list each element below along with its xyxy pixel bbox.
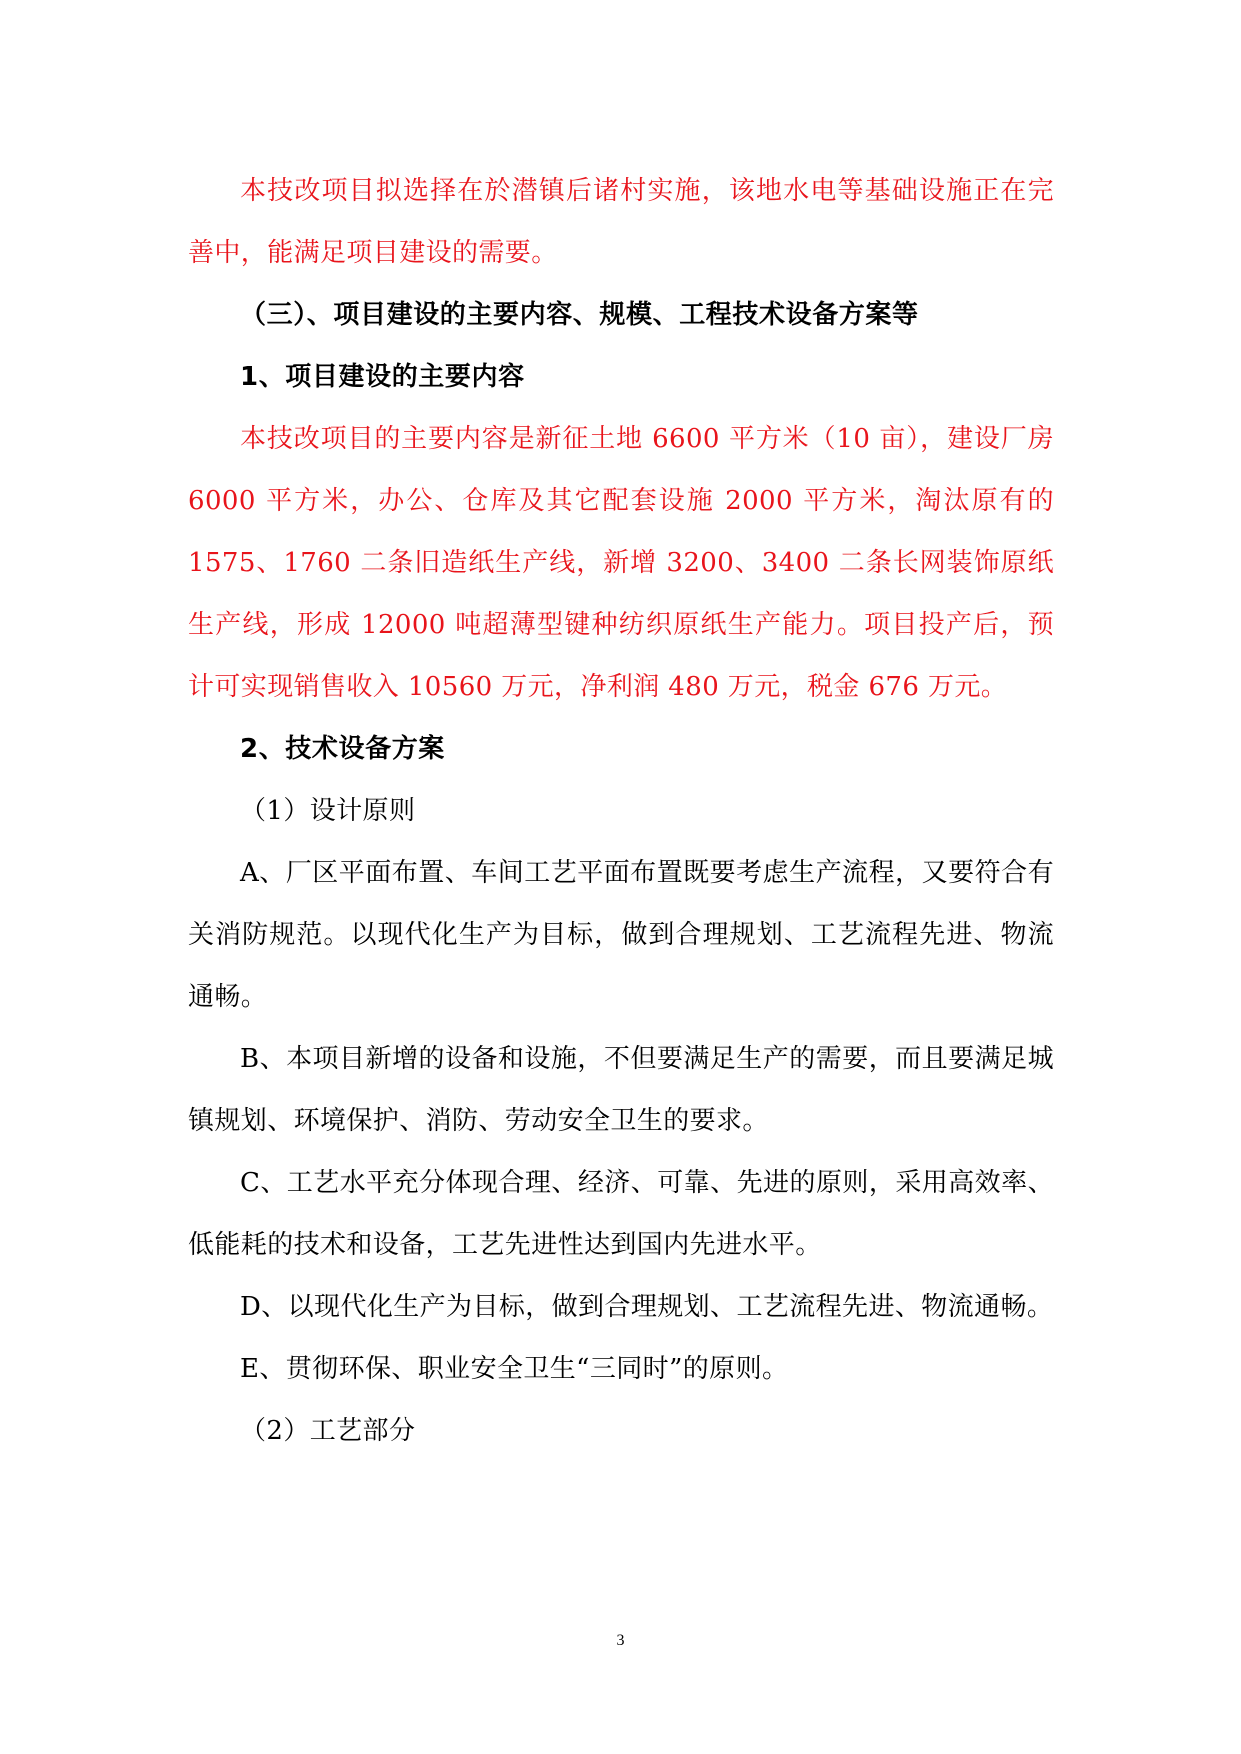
paragraph-principle-e: E、贯彻环保、职业安全卫生“三同时”的原则。 [240,1354,789,1384]
page-content [188,160,1054,1462]
paragraph-principle-b: B、本项目新增的设备和设施，不但要满足生产的需要，而且要满足城镇规划、环境保护、消防、劳动安全卫生的要求。 [188,1044,1054,1136]
page-number: 3 [616,1632,625,1649]
subheading-equipment-plan: 2、技术设备方案 [240,734,445,764]
paragraph-main-content: 本技改项目的主要内容是新征土地 6600 平方米（10 亩），建设厂房 6000 平方米，办公、仓库及其它配套设施 2000 平方米，淘汰原有的 1575、1760 二条旧造纸生产线，新增 3200、3400 二条长网装饰原纸生产线，形成 12000 吨超薄型键种纺织原纸生产能力。项目投产后，预计可实现销售收入 10560 万元，净利润 480 万元，税金 676 万元。 [188,424,1054,702]
paragraph-principle-d: D、以现代化生产为目标，做到合理规划、工艺流程先进、物流通畅。 [240,1292,1054,1322]
subheading-main-content: 1、项目建设的主要内容 [240,362,525,392]
paragraph-process-section: （2）工艺部分 [240,1416,416,1446]
section-heading-construction: （三）、项目建设的主要内容、规模、工程技术设备方案等 [240,300,919,330]
paragraph-principle-c: C、工艺水平充分体现合理、经济、可靠、先进的原则，采用高效率、低能耗的技术和设备，工艺先进性达到国内先进水平。 [188,1168,1054,1260]
paragraph-principle-a: A、厂区平面布置、车间工艺平面布置既要考虑生产流程，又要符合有关消防规范。以现代化生产为目标，做到合理规划、工艺流程先进、物流通畅。 [188,858,1054,1012]
paragraph-site-selection: 本技改项目拟选择在於潜镇后诸村实施，该地水电等基础设施正在完善中，能满足项目建设的需要。 [188,176,1054,268]
paragraph-design-principles: （1）设计原则 [240,796,416,826]
